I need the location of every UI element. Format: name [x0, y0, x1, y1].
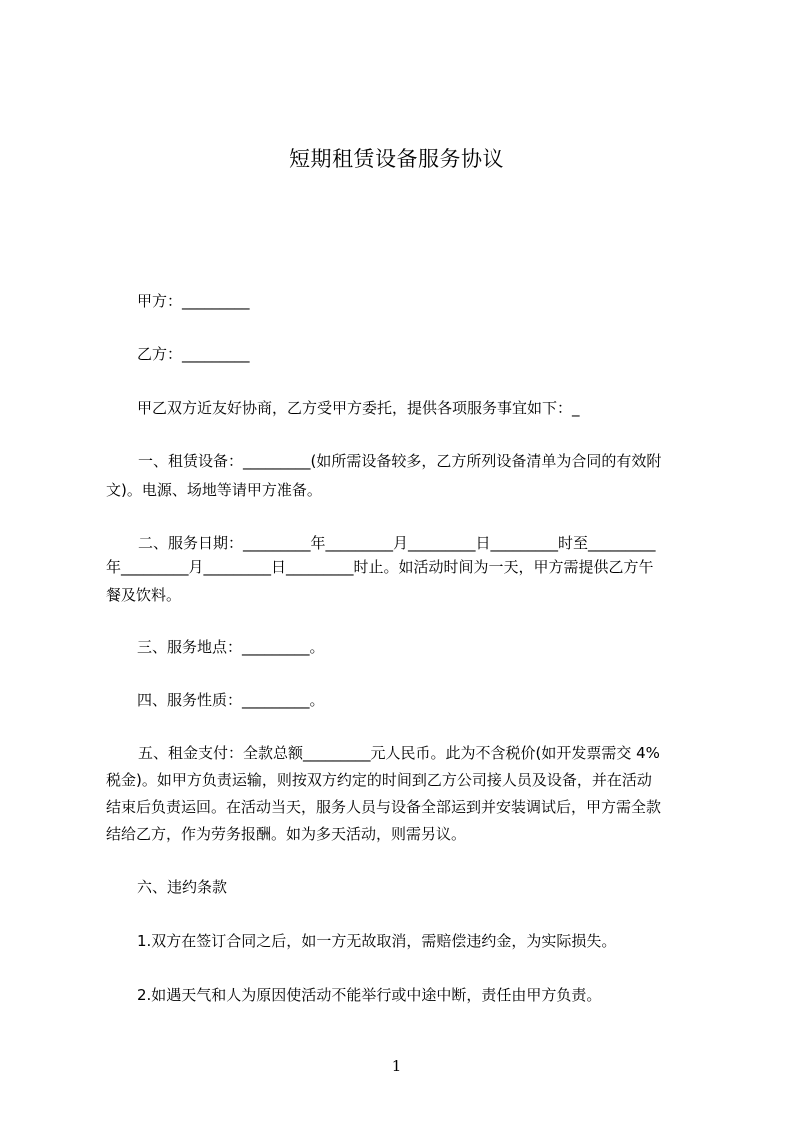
section-1-line-2: 文)。电源、场地等请甲方准备。 [106, 481, 322, 499]
section-6-heading: 六、违约条款 [137, 878, 228, 896]
section-5-line-3: 结束后负责运回。在活动当天，服务人员与设备全部运到并安装调试后，甲方需全款 [106, 798, 662, 816]
section-6-item-2: 2.如遇天气和人为原因使活动不能举行或中途中断，责任由甲方负责。 [137, 986, 602, 1004]
intro-paragraph: 甲乙双方近友好协商，乙方受甲方委托，提供各项服务事宜如下：_ [137, 399, 580, 417]
section-3: 三、服务地点：_________。 [137, 638, 325, 656]
section-5-line-2: 税金)。如甲方负责运输，则按双方约定的时间到乙方公司接人员及设备，并在活动 [106, 771, 652, 789]
section-2-line-2: 年_________月_________日_________时止。如活动时间为一天，甲方需提供乙方午 [106, 558, 654, 576]
section-5-line-4: 结给乙方，作为劳务报酬。如为多天活动，则需另议。 [106, 825, 467, 843]
page-number: 1 [391, 1057, 402, 1075]
section-2-line-3: 餐及饮料。 [106, 586, 182, 604]
section-4: 四、服务性质：_________。 [137, 691, 325, 709]
section-2-line-1: 二、服务日期：_________年_________月_________日_________时至_________ [138, 534, 656, 552]
party-a-line: 甲方：_________ [137, 292, 250, 310]
section-1-line-1: 一、租赁设备：_________(如所需设备较多，乙方所列设备清单为合同的有效附 [138, 452, 662, 470]
party-b-line: 乙方：_________ [137, 345, 250, 363]
section-5-line-1: 五、租金支付：全款总额_________元人民币。此为不含税价(如开发票需交 4% [138, 744, 660, 762]
document-title: 短期租赁设备服务协议 [289, 147, 504, 171]
section-6-item-1: 1.双方在签订合同之后，如一方无故取消，需赔偿违约金，为实际损失。 [137, 932, 617, 950]
